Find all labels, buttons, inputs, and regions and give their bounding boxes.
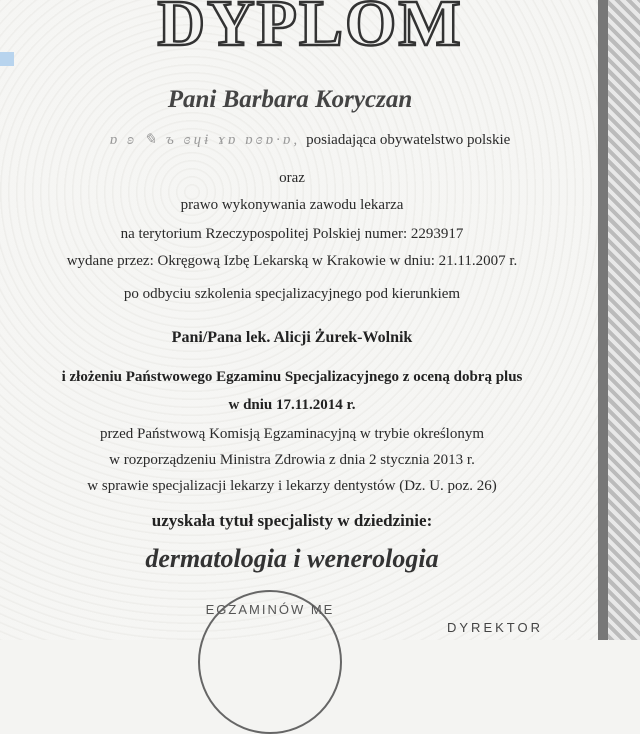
supervisor: Pani/Pana lek. Alicji Żurek-Wolnik <box>171 329 413 346</box>
seal-text: EGZAMINÓW ME <box>205 602 335 617</box>
right-line: prawo wykonywania zawodu lekarza <box>180 197 404 213</box>
obtained-line: uzyskała tytuł specjalisty w dziedzinie: <box>151 511 433 530</box>
citizenship-text: posiadająca obywatelstwo polskie <box>306 132 511 148</box>
signatory-title: DYREKTOR <box>447 620 543 635</box>
issued-line: wydane przez: Okręgową Izbę Lekarską w Krakowie w dniu: 21.11.2007 r. <box>66 253 518 269</box>
exam-date: w dniu 17.11.2014 r. <box>228 397 356 413</box>
redacted-text: ɒ ʚ ✎ ъ ɞɥɨ ɤɒ ɒɞɒ·ɒ, <box>109 132 301 148</box>
territory-line: na terytorium Rzeczypospolitej Polskiej numer: 2293917 <box>120 226 464 242</box>
recipient-name: Pani Barbara Koryczan <box>167 86 413 113</box>
training-line: po odbyciu szkolenia specjalizacyjnego pod kierunkiem <box>123 286 461 302</box>
oraz-text: oraz <box>279 170 305 186</box>
official-seal <box>198 590 342 734</box>
specialty: dermatologia i wenerologia <box>145 544 439 573</box>
exam-line: i złożeniu Państwowego Egzaminu Specjalizacyjnego z oceną dobrą plus <box>61 369 523 385</box>
commission-line: przed Państwową Komisją Egzaminacyjną w trybie określonym <box>99 426 485 442</box>
citizenship-line <box>10 130 610 149</box>
document-title: DYPLOM <box>157 0 463 60</box>
regulation-line: w rozporządzeniu Ministra Zdrowia z dnia 2 stycznia 2013 r. <box>109 452 475 468</box>
decorative-border <box>598 0 640 640</box>
matter-line: w sprawie specjalizacji lekarzy i lekarzy dentystów (Dz. U. poz. 26) <box>87 478 497 494</box>
